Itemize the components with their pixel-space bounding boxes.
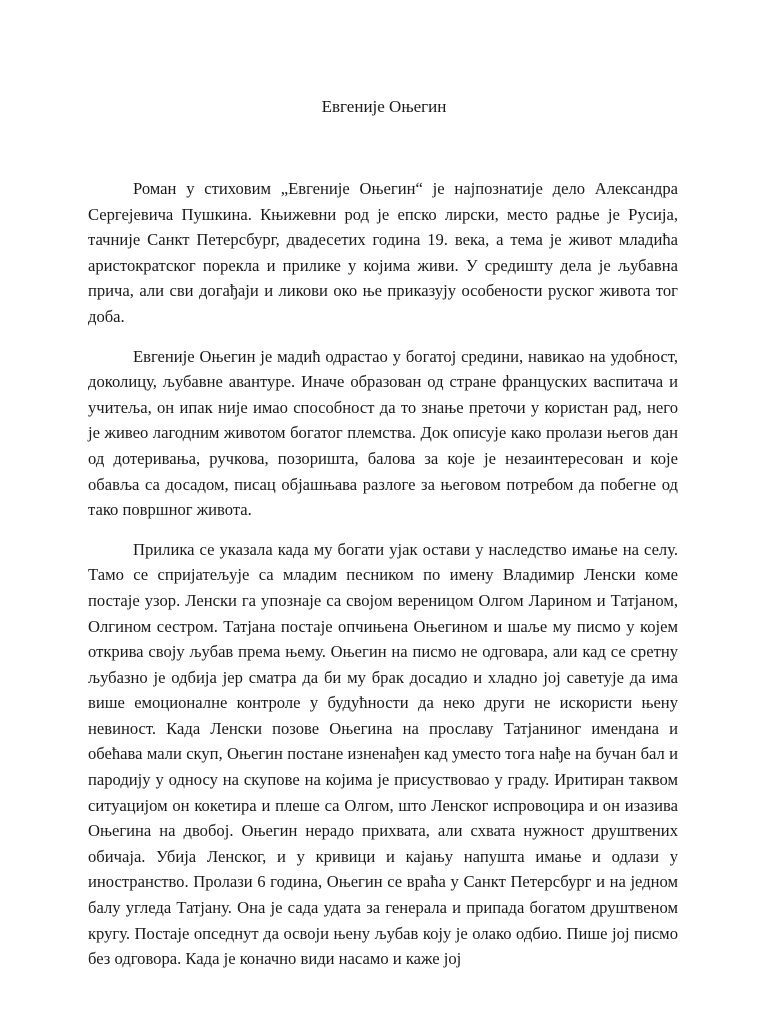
document-body [88, 176, 678, 986]
paragraph-1: Роман у стиховим „Евгеније Оњегин“ је најпознатије дело Александра Сергејевича Пушкина. Књижевни род је епско лирски, место радње је Русија, тачније Санкт Петерсбург, двадесетих година 19. века, а тема је живот младића аристократског порекла и прилике у којима живи. У средишту дела је љубавна прича, али сви догађаји и ликови око ње приказују особености руског живота тог доба. [88, 179, 678, 326]
document-title: Евгеније Оњегин [321, 97, 447, 116]
paragraph-3: Прилика се указала када му богати ујак остави у наследство имање на селу. Тамо се спријатељује са младим песником по имену Владимир Ленски коме постаје узор. Ленски га упознаје са својом вереницом Олгом Ларином и Татјаном, Олгином сестром. Татјана постаје опчињена Оњегином и шаље му писмо у којем открива своју љубав према њему. Оњегин на писмо не одговара, али кад се сретну љубазно је одбија јер сматра да би му брак досадио и хладно јој саветује да има више емоционалне контроле у будућности да неко други не искористи њену невиност. Када Ленски позове Оњегина на прославу Татјаниног имендана и обећава мали скуп, Оњегин постане изненађен кад уместо тога нађе на бучан бал и пародију у односу на скупове на којима је присуствовао у граду. Иритиран таквом ситуацијом он кокетира и плеше са Олгом, што Ленског испровоцира и он изазива Оњегина на двобој. Оњегин нерадо прихвата, али схвата нужност друштвених обичаја. Убија Ленског, и у кривици и кајању напушта имање и одлази у иностранство. Пролази 6 година, Оњегин се враћа у Санкт Петерсбург и на једном балу угледа Татјану. Она је сада удата за генерала и припада богатом друштвеном кругу. Постаје опседнут да освоји њену љубав коју је олако одбио. Пише јој писмо без одговора. Када је коначно види насамо и каже јој [88, 539, 678, 969]
paragraph-2: Евгеније Оњегин је мадић одрастао у богатој средини, навикао на удобност, доколицу, љубавне авантуре. Иначе образован од стране француских васпитача и учитеља, он ипак није имао способност да то знање преточи у користан рад, него је живео лагодним животом богатог племства. Док описује како пролази његов дан од дотеривања, ручкова, позоришта, балова за које је незаинтересован и које обавља са досадом, писац објашњава разлоге за његовом потребом да побегне од тако површног живота. [88, 346, 678, 520]
